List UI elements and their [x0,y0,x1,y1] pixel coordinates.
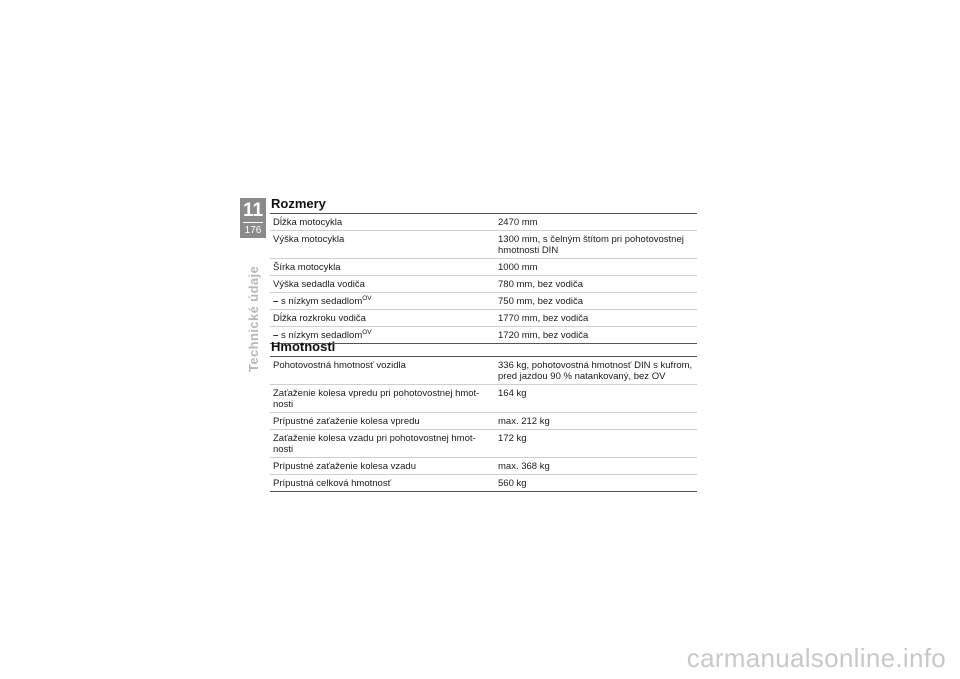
table-row [270,458,697,475]
row-value: 1720 mm, bez vodiča [498,330,589,341]
table-row [270,357,697,385]
row-label: Prípustná celková hmotnosť [273,478,392,489]
row-value: 1300 mm, s čelným štítom pri pohotovostnej hmotnosti DIN [498,234,684,256]
row-value: max. 212 kg [498,416,550,427]
section-title-rozmery: Rozmery [271,196,326,211]
chapter-tab [240,198,266,238]
row-value: 750 mm, bez vodiča [498,296,584,307]
row-label: Dĺžka motocykla [273,217,343,228]
table-row [270,231,697,259]
table-row [270,310,697,327]
table-row [270,385,697,413]
chapter-divider [243,222,263,223]
row-value: 2470 mm [498,217,538,228]
option-marker: OV [362,329,372,336]
row-label: Šírka motocykla [273,262,341,273]
watermark-text: carmanualsonline.info [686,643,946,673]
row-value: 1770 mm, bez vodiča [498,313,589,324]
row-label: Pohotovostná hmotnosť vozidla [273,360,406,371]
row-value: 164 kg [498,388,527,399]
chapter-side-label: Technické údaje [246,265,261,372]
row-value: 1000 mm [498,262,538,273]
row-label: – s nízkym sedadlom$^{OV}$ [273,295,372,307]
row-value: 172 kg [498,433,527,444]
table-row [270,214,697,231]
chapter-number: 11 [242,200,264,221]
row-label: Výška motocykla [273,234,345,245]
table-row [270,430,697,458]
list-dash: – [273,330,279,341]
row-value: max. 368 kg [498,461,550,472]
section-title-hmotnosti: Hmotnosti [271,339,336,354]
row-label: – s nízkym sedadlom$^{OV}$ [273,329,372,341]
table-row [270,259,697,276]
row-label: Prípustné zaťaženie kolesa vpredu [273,416,420,427]
table-row [270,413,697,430]
row-label: Zaťaženie kolesa vzadu pri pohotovostnej hmot-nosti [273,433,476,455]
list-dash: – [273,296,279,307]
table-row [270,293,697,310]
row-value: 560 kg [498,478,527,489]
option-marker: OV [362,295,372,302]
row-value: 336 kg, pohotovostná hmotnosť DIN s kufrom, pred jazdou 90 % natankovaný, bez OV [498,360,693,382]
row-label: Výška sedadla vodiča [273,279,365,290]
table-row [270,475,697,492]
row-label: Dĺžka rozkroku vodiča [273,313,366,324]
weights-table [270,356,697,492]
row-value: 780 mm, bez vodiča [498,279,584,290]
row-label: Zaťaženie kolesa vpredu pri pohotovostnej hmot-nosti [273,388,480,410]
page-number: 176 [244,225,262,236]
table-row [270,276,697,293]
dimensions-table [270,213,697,344]
row-label: Prípustné zaťaženie kolesa vzadu [273,461,416,472]
